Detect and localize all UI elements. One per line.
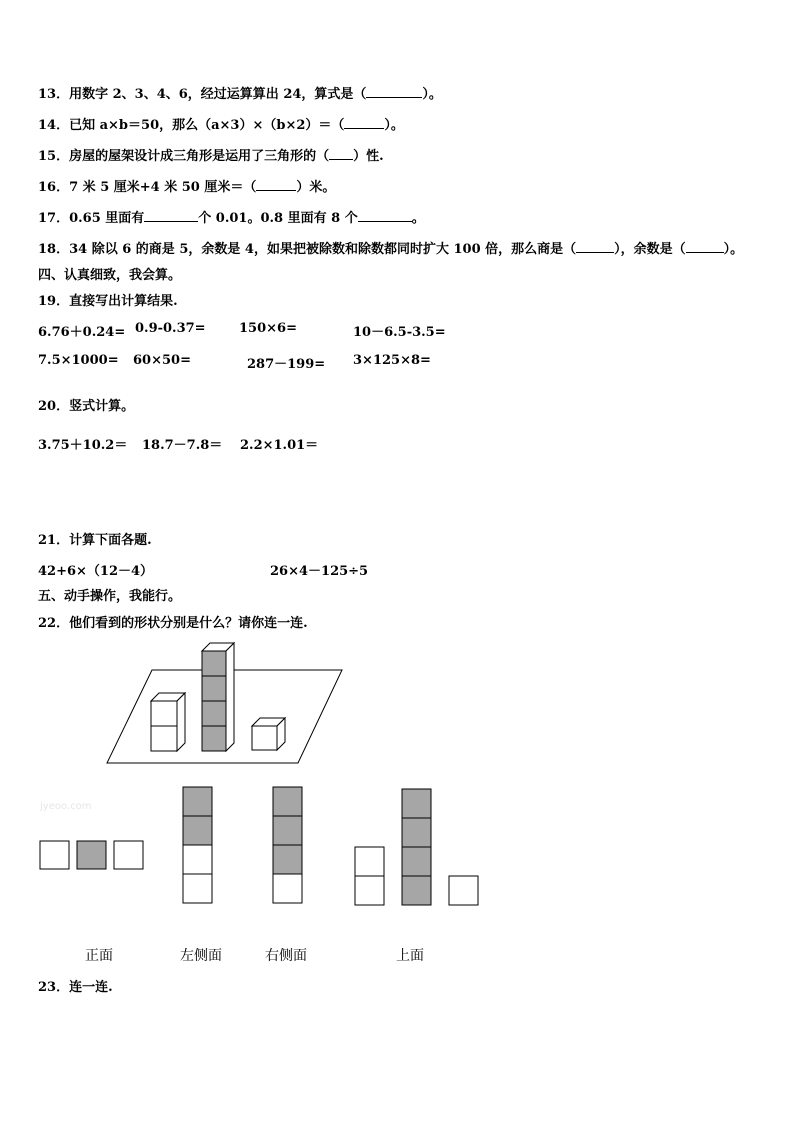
q16-tail: ）米。	[296, 180, 336, 195]
calc-item: 60×50=	[133, 353, 191, 368]
q14-text: 14．已知 a×b＝50，那么（a×3）×（b×2）＝（	[38, 118, 345, 133]
right-side-view-option[interactable]	[273, 787, 302, 903]
q17-part-a: 17．0.65 里面有	[38, 211, 145, 226]
q15-text: 15．房屋的屋架设计成三角形是运用了三角形的（	[38, 149, 330, 164]
vertical-calc-item: 3.75＋10.2＝	[38, 438, 128, 453]
question-22-title: 22．他们看到的形状分别是什么？请你连一连.	[38, 616, 308, 631]
vertical-calc-item: 18.7－7.8＝	[142, 438, 223, 453]
front-view-option[interactable]	[40, 841, 143, 869]
section-4-heading: 四、认真细致，我会算。	[38, 268, 182, 283]
view-label-front: 正面	[85, 948, 113, 964]
question-23-title: 23．连一连.	[38, 980, 113, 995]
question-20-title: 20．竖式计算。	[38, 399, 135, 414]
q13-text: 13．用数字 2、3、4、6，经过运算算出 24，算式是（	[38, 87, 367, 102]
view-label-right: 右侧面	[265, 948, 307, 964]
calc-item: 42+6×（12－4）	[38, 564, 154, 579]
q16-text: 16．7 米 5 厘米+4 米 50 厘米＝（	[38, 180, 257, 195]
calc-item: 7.5×1000=	[38, 353, 119, 368]
view-label-left: 左侧面	[180, 948, 222, 964]
question-21-title: 21．计算下面各题.	[38, 533, 152, 548]
q18-part-a: 18．34 除以 6 的商是 5，余数是 4，如果把被除数和除数都同时扩大 100 倍，那么商是（	[38, 242, 577, 257]
q18-part-c: ）。	[723, 242, 744, 257]
watermark: jyeoo.com	[40, 801, 92, 812]
q17-part-b: 个 0.01。0.8 里面有 8 个	[198, 211, 358, 226]
left-cube-stack	[151, 693, 185, 751]
calc-item: 3×125×8=	[353, 353, 431, 368]
q18-part-b: ），余数是（	[614, 242, 686, 257]
calc-item: 287－199=	[247, 357, 326, 372]
calc-item: 0.9-0.37=	[135, 321, 206, 336]
q13-tail: ）。	[422, 87, 442, 102]
single-cube	[252, 718, 285, 750]
calc-item: 10－6.5-3.5=	[353, 325, 446, 340]
left-side-view-option[interactable]	[183, 787, 212, 903]
calc-item: 150×6=	[239, 321, 297, 336]
calc-item: 26×4－125÷5	[270, 564, 369, 579]
section-5-heading: 五、动手操作，我能行。	[38, 589, 182, 604]
vertical-calc-item: 2.2×1.01＝	[240, 438, 319, 453]
q14-tail: ）。	[384, 118, 404, 133]
calc-item: 6.76＋0.24=	[38, 325, 126, 340]
q17-part-c: 。	[411, 211, 425, 226]
tall-cube-stack	[202, 643, 234, 751]
top-view-option[interactable]	[355, 789, 478, 905]
view-label-top: 上面	[396, 948, 424, 964]
question-19-title: 19．直接写出计算结果.	[38, 294, 178, 309]
q15-tail: ）性.	[353, 149, 384, 164]
